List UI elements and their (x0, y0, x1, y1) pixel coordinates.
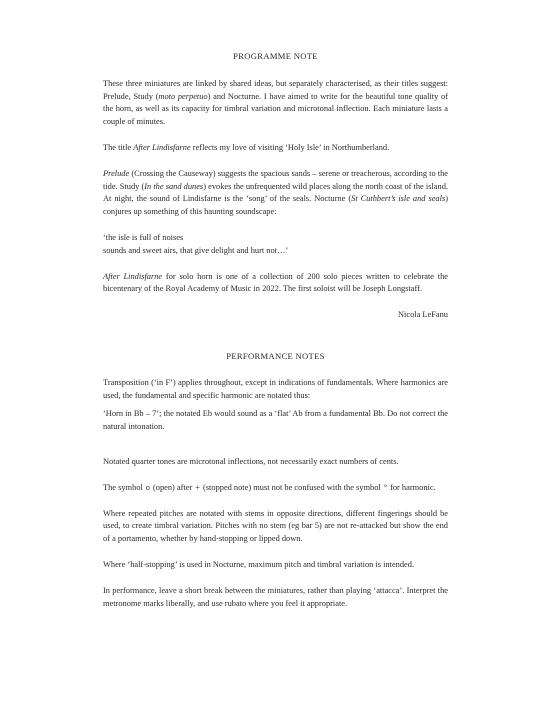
performance-paragraph-1: Transposition (‘in F’) applies throughout, except in indications of fundamentals. Where harmonics are used, the fundamental and specific harmonic are notated thus: (103, 377, 448, 400)
open-symbol: o (145, 482, 150, 492)
performance-paragraph-2: ‘Horn in Bb – 7’; the notated Eb would sound as a ‘flat’ Ab from a fundamental Bb. Do not correct the natural intonation. (103, 409, 448, 432)
performance-paragraph-3: Notated quarter tones are microtonal inflections, not necessarily exact numbers of cents. (103, 456, 399, 466)
programme-note-heading: PROGRAMME NOTE (233, 51, 318, 61)
programme-paragraph-3: Prelude (Crossing the Causeway) suggests the spacious sands – serene or treacherous, according to the tide. Study (In the sand dunes) evokes the unfrequented wild places along the north coast of the island. At night, the sound of Lindisfarne is the ‘song’ of the seals. Nocturne (St Cuthbert’s isle and seals) conjures up something of this haunting soundscape: (103, 168, 449, 217)
page-content (103, 50, 448, 623)
performance-paragraph-4: The symbol o (open) after + (stopped note) must not be confused with the symbol ° for harmonic. (103, 482, 448, 495)
performance-paragraph-5: Where repeated pitches are notated with stems in opposite directions, different fingerings should be used, to create timbral variation. Pitches with no stem (eg bar 5) are not re-attacked but show the end of a portamento, whether by hand-stopping or lipped down. (103, 508, 448, 544)
harmonic-symbol: ° (383, 482, 388, 492)
programme-paragraph-2: The title After Lindisfarne reflects my love of visiting ‘Holy Isle’ in Northumberland. (103, 142, 390, 152)
programme-paragraph-1: These three miniatures are linked by shared ideas, but separately characterised, as their titles suggest: Prelude, Study (moto perpetuo) and Nocturne. I have aimed to write for the beautiful tone quality of the horn, as well as its capacity for timbral variation and microtonal inflection. Each miniature lasts a couple of minutes. (103, 78, 448, 127)
stopped-symbol: + (195, 482, 200, 492)
performance-notes-heading: PERFORMANCE NOTES (226, 350, 325, 361)
programme-paragraph-4: After Lindisfarne for solo horn is one of a collection of 200 solo pieces written to celebrate the bicentenary of the Royal Academy of Music in 2022. The first soloist will be Joseph Longstaff. (103, 271, 448, 294)
composer-signature: Nicola LeFanu (397, 310, 448, 320)
quote-line-1: ‘the isle is full of noises (103, 232, 184, 242)
quote-line-2: sounds and sweet airs, that give delight and hurt not…’ (103, 245, 289, 255)
shakespeare-quote (103, 232, 448, 258)
performance-paragraph-6: Where ‘half-stopping’ is used in Nocturne, maximum pitch and timbral variation is intended. (103, 559, 415, 569)
performance-paragraph-7: In performance, leave a short break between the miniatures, rather than playing ‘attacca’. Interpret the metronome marks liberally, and use rubato where you feel it appropriate. (103, 585, 448, 608)
